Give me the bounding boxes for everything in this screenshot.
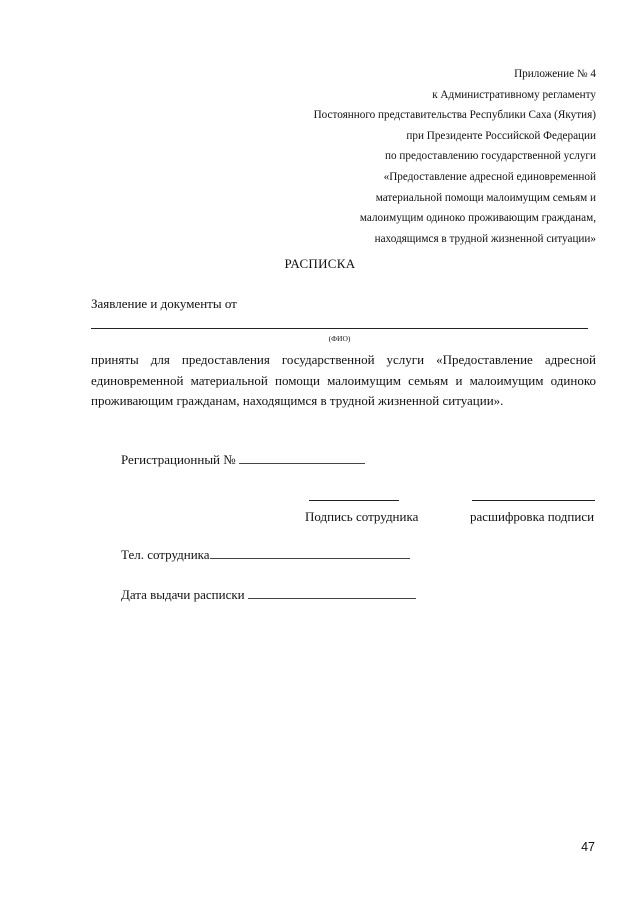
employee-signature-line <box>309 500 399 501</box>
document-title: РАСПИСКА <box>284 256 356 271</box>
annex-line: по предоставлению государственной услуги <box>385 150 596 163</box>
signature-decoding-caption: расшифровка подписи <box>470 509 595 524</box>
issue-date-field <box>121 587 416 603</box>
issue-date-label: Дата выдачи расписки <box>121 587 245 602</box>
page-number: 47 <box>581 840 595 854</box>
annex-line: малоимущим одиноко проживающим гражданам, <box>359 212 596 225</box>
annex-line: к Административному регламенту <box>432 88 596 101</box>
registration-field <box>121 452 365 468</box>
annex-header <box>236 64 596 249</box>
fio-caption: (ФИО) <box>328 334 351 343</box>
annex-line: материальной помощи малоимущим семьям и <box>375 191 596 204</box>
employee-phone-blank-line <box>210 547 410 559</box>
registration-blank-line <box>239 452 365 464</box>
issue-date-blank-line <box>248 587 416 599</box>
employee-phone-field <box>121 547 410 563</box>
employee-phone-label: Тел. сотрудника <box>121 547 210 562</box>
annex-line: Приложение № 4 <box>514 68 596 80</box>
annex-line: находящимся в трудной жизненной ситуации» <box>374 232 596 245</box>
employee-signature-caption: Подпись сотрудника <box>305 509 419 524</box>
annex-line: при Президенте Российской Федерации <box>406 129 596 142</box>
annex-line: «Предоставление адресной единовременной <box>383 170 596 183</box>
body-paragraph: приняты для предоставления государственной услуги «Предоставление адресной единовременной материальной помощи малоимущим семьям и малоимущим одиноко проживающим гражданам, находящимся в трудной жизненной ситуации». <box>91 352 596 408</box>
annex-line: Постоянного представительства Республики Саха (Якутия) <box>313 109 596 122</box>
fio-blank-line <box>91 328 588 329</box>
signature-decoding-line <box>472 500 595 501</box>
registration-label: Регистрационный № <box>121 452 236 467</box>
from-label: Заявление и документы от <box>91 296 237 311</box>
